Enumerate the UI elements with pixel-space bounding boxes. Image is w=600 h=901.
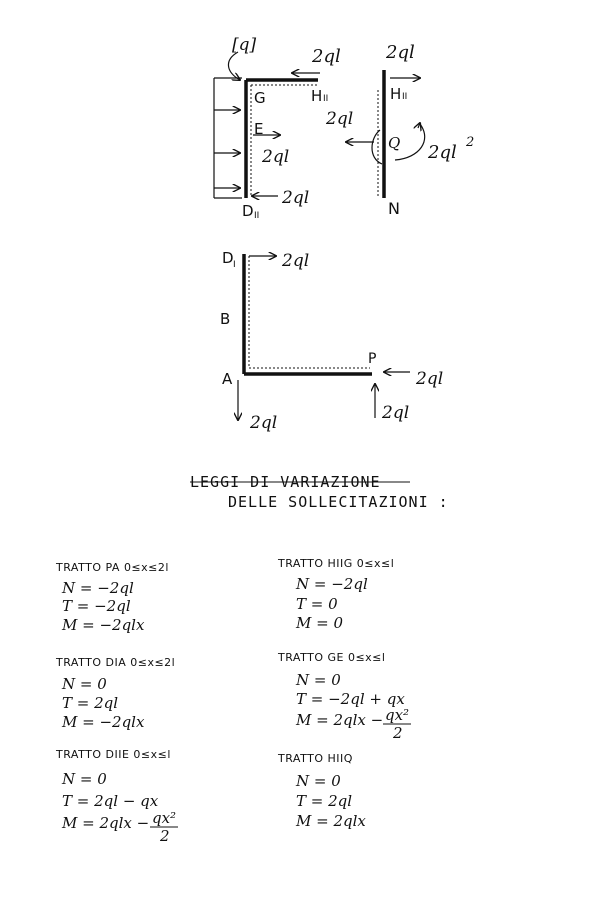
load-pointer [228,52,240,80]
equation-n: N = −2ql [62,579,134,597]
section-title: TRATTO PA 0≤x≤2l [56,561,169,574]
force-label-top-right: 2ql [386,42,415,63]
equation-t: T = 2ql [62,694,119,712]
equation-m-numerator: qx² [152,809,177,827]
label-b: B [220,310,231,328]
heading-line-1: LEGGI DI VARIAZIONE [190,473,381,491]
equation-n: N = 0 [296,772,341,790]
equation-m-denominator: 2 [160,827,170,845]
section-diie [55,748,178,845]
section-title: TRATTO HIIG 0≤x≤l [278,557,395,570]
force-label-p-vertical: 2ql [382,403,410,423]
section-hiiq [277,752,366,830]
equation-m-numerator: qx² [385,706,410,724]
force-label-mid: 2ql [326,109,354,129]
section-title: TRATTO HIIQ [278,752,353,765]
distributed-load [214,78,242,198]
label-di: D [222,249,234,267]
force-label-a: 2ql [250,413,278,433]
equation-m: M = −2qlx [62,616,145,634]
section-title: TRATTO DIIE 0≤x≤l [56,748,171,761]
label-hii-right-sub: II [402,92,408,102]
section-heading [190,473,449,511]
equation-n: N = 0 [62,675,107,693]
moment-label: 2ql [428,142,457,163]
label-hii-right: H [390,85,402,103]
section-ge [277,651,411,742]
equation-m-denominator: 2 [393,724,403,742]
force-label-di: 2ql [282,251,310,271]
section-pa [55,561,169,634]
equation-n: N = 0 [62,770,107,788]
equation-t: T = −2ql [62,597,131,615]
label-n: N [388,199,400,218]
force-label-top-left: 2ql [312,46,341,67]
equation-m: M = 2qlx − [62,814,150,832]
force-label-d: 2ql [282,188,310,208]
top-free-body-diagram [214,35,474,221]
bottom-free-body-diagram [220,249,443,433]
equation-t: T = −2ql + qx [296,690,405,708]
section-title: TRATTO GE 0≤x≤l [278,651,386,664]
equation-t: T = 2ql [296,792,353,810]
heading-line-2: DELLE SOLLECITAZIONI : [228,493,449,511]
section-dia [55,656,175,731]
equation-m: M = 2qlx [296,812,366,830]
force-label-e: 2ql [262,147,290,167]
section-title: TRATTO DIA 0≤x≤2l [56,656,176,669]
label-di-sub: I [233,260,236,270]
label-dii: D [242,202,254,220]
section-hiig [277,557,394,632]
label-a: A [222,370,233,388]
label-hii-left-sub: II [323,94,329,104]
equation-n: N = −2ql [296,575,368,593]
equation-t: T = 2ql − qx [62,792,159,810]
label-p: P [368,351,377,367]
label-q: Q [388,134,401,152]
moment-exponent: 2 [466,135,475,150]
equation-n: N = 0 [296,671,341,689]
label-e: E [254,120,264,138]
load-label: [q] [232,35,257,55]
label-hii-left: H [311,87,323,105]
equation-m: M = −2qlx [62,713,145,731]
equation-m: M = 0 [296,614,344,632]
equation-t: T = 0 [296,595,338,613]
label-g: G [254,89,266,107]
force-label-p-horizontal: 2ql [416,369,444,389]
label-dii-sub: II [254,211,260,221]
equation-m: M = 2qlx − [296,711,384,729]
